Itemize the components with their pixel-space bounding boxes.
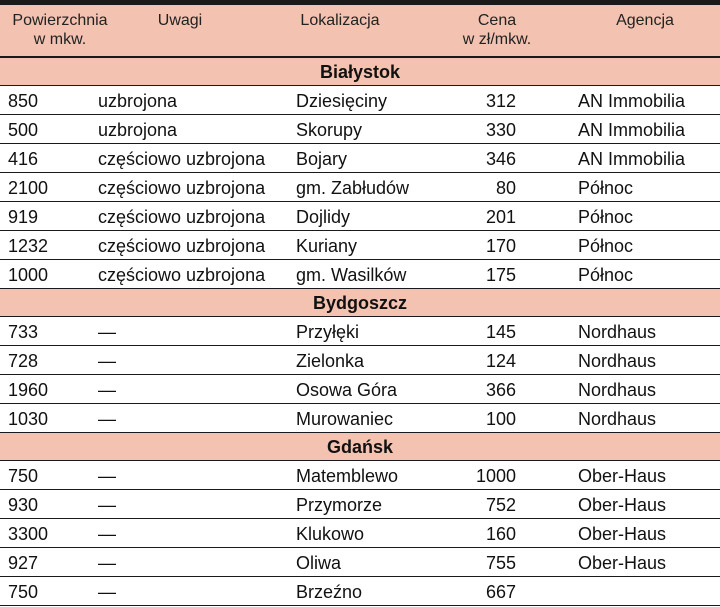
notes-cell: —	[98, 380, 116, 400]
area-cell: 2100	[8, 178, 49, 198]
agency-cell: Północ	[578, 236, 634, 256]
location-cell: Przyłęki	[296, 322, 360, 342]
price-cell: 1000	[475, 466, 516, 486]
price-cell: 366	[485, 380, 516, 400]
table-row	[0, 404, 720, 433]
location-cell: Klukowo	[296, 524, 365, 544]
header-location: Lokalizacja	[300, 12, 380, 29]
location-cell: Kuriany	[296, 236, 358, 256]
city-header: Gdańsk	[0, 433, 720, 461]
location-cell: Zielonka	[296, 351, 365, 371]
agency-cell: AN Immobilia	[578, 120, 686, 140]
price-cell: 752	[485, 495, 516, 515]
agency-cell: Nordhaus	[578, 380, 657, 400]
location-cell: Oliwa	[296, 553, 342, 573]
header-agency: Agencja	[616, 12, 674, 29]
area-cell: 750	[8, 582, 39, 602]
location-cell: Dziesięciny	[296, 91, 388, 111]
location-cell: Brzeźno	[296, 582, 363, 602]
agency-cell: Ober-Haus	[578, 466, 667, 486]
location-cell: Matemblewo	[296, 466, 399, 486]
location-cell: gm. Wasilków	[296, 265, 407, 285]
notes-cell: —	[98, 524, 116, 544]
price-cell: 170	[485, 236, 516, 256]
price-cell: 346	[485, 149, 516, 169]
agency-cell: AN Immobilia	[578, 91, 686, 111]
price-cell: 330	[485, 120, 516, 140]
notes-cell: —	[98, 495, 116, 515]
agency-cell: Ober-Haus	[578, 495, 667, 515]
table-row	[0, 577, 720, 606]
agency-cell: Ober-Haus	[578, 553, 667, 573]
price-cell: 312	[485, 91, 516, 111]
city-header: Bydgoszcz	[0, 289, 720, 317]
notes-cell: częściowo uzbrojona	[98, 207, 266, 227]
notes-cell: —	[98, 582, 116, 602]
table-row	[0, 173, 720, 202]
notes-cell: częściowo uzbrojona	[98, 149, 266, 169]
price-cell: 160	[485, 524, 516, 544]
agency-cell: Północ	[578, 178, 634, 198]
table-header	[0, 5, 720, 58]
location-cell: Bojary	[296, 149, 348, 169]
area-cell: 1000	[8, 265, 49, 285]
area-cell: 1030	[8, 409, 49, 429]
area-cell: 416	[8, 149, 39, 169]
price-cell: 175	[485, 265, 516, 285]
price-cell: 201	[485, 207, 516, 227]
table-row	[0, 231, 720, 260]
location-cell: Skorupy	[296, 120, 363, 140]
table-row	[0, 375, 720, 404]
table-row	[0, 548, 720, 577]
area-cell: 850	[8, 91, 39, 111]
agency-cell: Północ	[578, 265, 634, 285]
notes-cell: częściowo uzbrojona	[98, 236, 266, 256]
notes-cell: —	[98, 322, 116, 342]
notes-cell: częściowo uzbrojona	[98, 178, 266, 198]
table-row	[0, 144, 720, 173]
location-cell: Osowa Góra	[296, 380, 398, 400]
agency-cell: Ober-Haus	[578, 524, 667, 544]
table-row	[0, 490, 720, 519]
area-cell: 500	[8, 120, 39, 140]
header-notes: Uwagi	[157, 12, 203, 29]
table-row	[0, 461, 720, 490]
area-cell: 1232	[8, 236, 49, 256]
table-row	[0, 115, 720, 144]
notes-cell: częściowo uzbrojona	[98, 265, 266, 285]
city-header: Białystok	[0, 58, 720, 86]
area-cell: 733	[8, 322, 39, 342]
table-row	[0, 346, 720, 375]
area-cell: 3300	[8, 524, 49, 544]
price-cell: 145	[485, 322, 516, 342]
agency-cell: Nordhaus	[578, 409, 657, 429]
agency-cell: Nordhaus	[578, 322, 657, 342]
notes-cell: —	[98, 351, 116, 371]
price-cell: 124	[485, 351, 516, 371]
area-cell: 750	[8, 466, 39, 486]
notes-cell: —	[98, 409, 116, 429]
area-cell: 930	[8, 495, 39, 515]
location-cell: Dojlidy	[296, 207, 351, 227]
table-row	[0, 202, 720, 231]
price-cell: 755	[485, 553, 516, 573]
header-price: Cena w zł/mkw.	[462, 12, 532, 48]
location-cell: Przymorze	[296, 495, 383, 515]
table-row	[0, 260, 720, 289]
area-cell: 927	[8, 553, 39, 573]
location-cell: Murowaniec	[296, 409, 394, 429]
location-cell: gm. Zabłudów	[296, 178, 410, 198]
table-body	[0, 58, 720, 606]
notes-cell: —	[98, 466, 116, 486]
area-cell: 728	[8, 351, 39, 371]
agency-cell: Północ	[578, 207, 634, 227]
price-cell: 80	[495, 178, 516, 198]
table-row	[0, 317, 720, 346]
table-row	[0, 519, 720, 548]
table-row	[0, 86, 720, 115]
agency-cell: Nordhaus	[578, 351, 657, 371]
notes-cell: —	[98, 553, 116, 573]
area-cell: 1960	[8, 380, 49, 400]
agency-cell: AN Immobilia	[578, 149, 686, 169]
area-cell: 919	[8, 207, 39, 227]
notes-cell: uzbrojona	[98, 120, 178, 140]
header-area: Powierzchnia w mkw.	[12, 12, 108, 48]
notes-cell: uzbrojona	[98, 91, 178, 111]
price-cell: 667	[485, 582, 516, 602]
price-cell: 100	[485, 409, 516, 429]
